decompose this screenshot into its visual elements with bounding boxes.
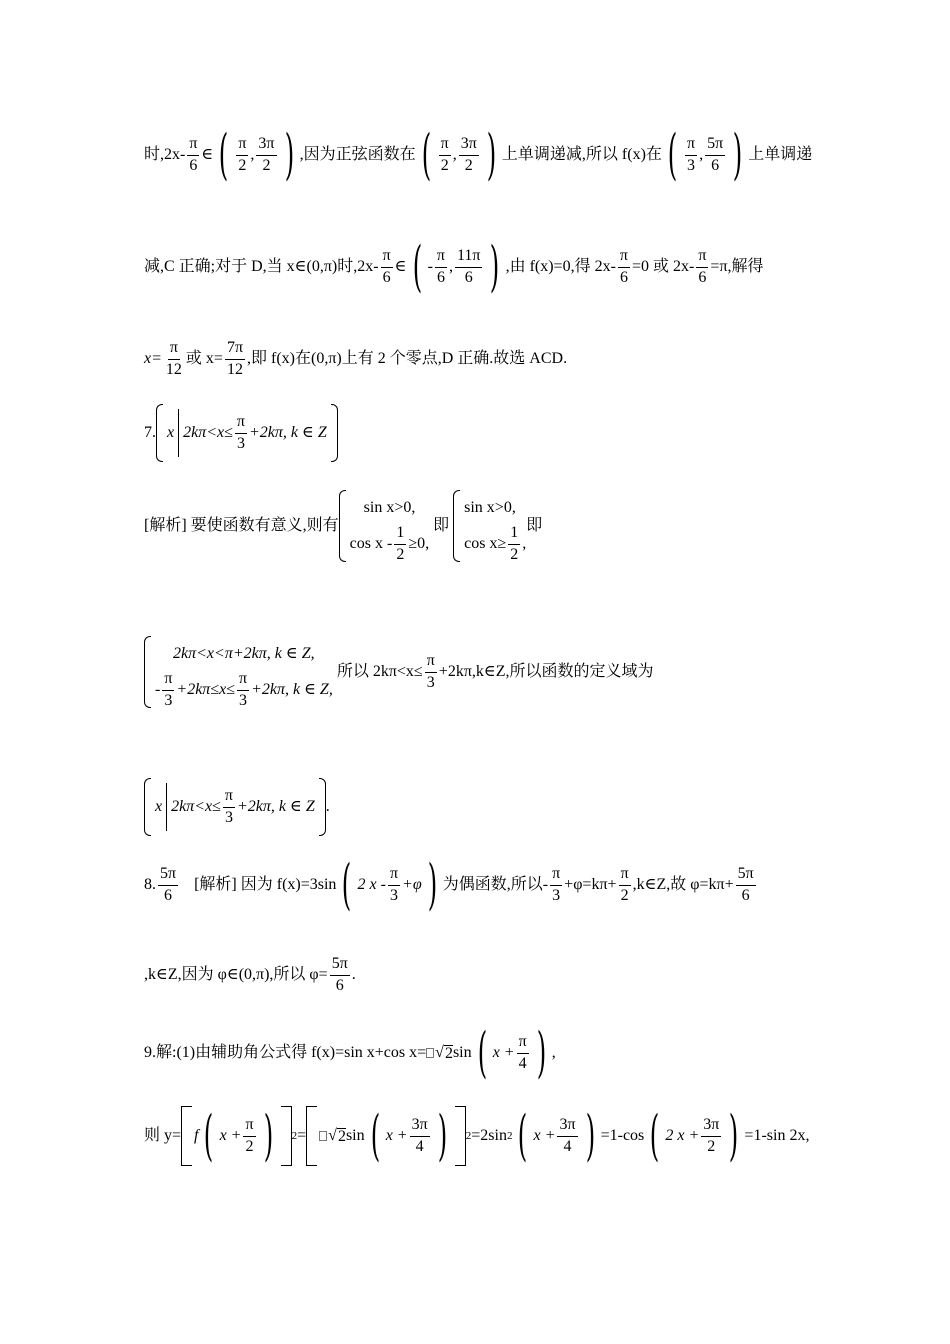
question-8-solution-b [144,956,356,995]
text: 为偶函数,所以- [442,876,549,893]
exponent: 2 [291,1129,298,1142]
left-paren: ( [370,1104,380,1167]
text: ,k∈Z,因为 φ∈(0,π),所以 φ= [144,966,328,984]
fraction: $\frac{\pi}{6}$ [619,246,628,286]
question-number: 8. [144,876,156,893]
text: 时,2x- [144,146,186,163]
right-paren: ) [427,853,437,916]
left-bracket [181,1106,192,1166]
fraction: $\frac{5\pi}{6}$ [707,134,724,174]
text: +2kπ,k∈Z,所以函数的定义域为 [438,663,654,680]
left-paren: ( [650,1104,660,1167]
question-7-solution-b [144,636,654,708]
left-paren: ( [204,1104,214,1167]
set-notation: x 2kπ<x≤ $\frac{\pi}{3}$ +2kπ, k ∈ Z [144,778,326,836]
text: x + [533,1127,556,1144]
left-paren: ( [667,123,678,186]
set-notation: x 2kπ<x≤ $\frac{\pi}{3}$ +2kπ, k ∈ Z [156,404,338,462]
period: . [325,798,330,815]
text: ,因为正弦函数在 [299,146,416,163]
fraction: $\frac{3\pi}{4}$ [559,1115,576,1155]
right-paren: ) [486,123,497,186]
question-9-solution [144,1021,556,1084]
fraction: $\frac{\pi}{2}$ [238,134,247,174]
solution-line-2: 减,C 正确;对于 D,当 x∈(0,π)时,2x- $\frac{\pi}{6}$ ∈ ( - $\frac{\pi}{6}$ , $\frac{11\pi}{6}$ ) ,由 f(x)=0,得 2x- $\frac{\pi}{6}$ =0 或 2x- $\frac{\pi}{6}$ =π,解得 [144,235,764,298]
fraction: $\frac{\pi}{6}$ [382,246,391,286]
left-paren: ( [219,123,229,186]
question-number: 7. [144,424,156,441]
left-paren: ( [342,853,352,916]
text: =0 或 2x- [631,258,695,275]
text: ,k∈Z,故 φ=kπ+ [632,876,734,893]
left-paren: ( [412,235,422,298]
fraction: $\frac{5\pi}{6}$ [737,864,754,904]
text: x + [492,1044,515,1061]
text: +φ=kπ+ [564,876,617,893]
element-of: ∈ [394,258,407,275]
fraction: $\frac{\pi}{2}$ [245,1115,254,1155]
text: x + [219,1127,242,1144]
left-bracket [306,1106,317,1166]
text: 即 [433,517,450,534]
text: x= [144,350,162,368]
minus: - [427,258,433,275]
text: f [194,1127,199,1144]
question-9-solution-b [144,1106,809,1166]
text: 9.解:(1)由辅助角公式得 f(x)=sin x+cos x= [144,1044,427,1061]
system-3: 2kπ<x<π+2kπ, k ∈ Z, - $\frac{\pi}{3}$ +2kπ≤x≤ $\frac{\pi}{3}$ +2kπ, k ∈ Z, [144,636,333,708]
comma: , [551,1044,556,1061]
text: 2 x - [357,876,386,893]
solution-line-1: 时,2x- $\frac{\pi}{6}$ ∈ ( $\frac{\pi}{2}$ , $\frac{3\pi}{2}$ ) ,因为正弦函数在 ( $\frac{\pi}{2}$ , $\frac{3\pi}{2}$ ) 上单调递减,所以 f(x)在 ( $\frac{\pi}{3}$ , $\frac{5\pi}{6}$ ) 上单调递 [144,123,813,186]
fraction: $\frac{\pi}{4}$ [518,1032,527,1072]
text: 减,C 正确;对于 D,当 x∈(0,π)时,2x- [144,258,379,275]
fraction: $\frac{11\pi}{6}$ [457,246,481,286]
right-paren: ) [437,1104,447,1167]
fraction: $\frac{\pi}{2}$ [440,134,449,174]
right-paren: ) [729,1104,739,1167]
fraction: $\frac{\pi}{12}$ [165,339,182,378]
fraction: $\frac{\pi}{3}$ [552,864,561,904]
text: 则 y= [144,1127,182,1144]
text: 上单调递减,所以 f(x)在 [501,146,662,163]
right-paren: ) [585,1104,595,1167]
fraction-pi-over-6: $\frac{\pi}{6}$ [189,134,198,174]
right-paren: ) [732,123,743,186]
question-8-solution [144,853,758,916]
fraction: $\frac{3\pi}{4}$ [411,1115,428,1155]
text: 所以 2kπ<x≤ [336,663,423,680]
fraction: $\frac{\pi}{3}$ [426,651,435,691]
fraction: $\frac{\pi}{6}$ [436,246,445,286]
text: 上单调递 [748,146,813,163]
text: ,即 f(x)在(0,π)上有 2 个零点,D 正确.故选 ACD. [247,350,568,368]
sqrt-2: √ 2 [319,1128,346,1145]
right-paren: ) [536,1021,546,1084]
text: ,由 f(x)=0,得 2x- [505,258,616,275]
left-paren: ( [518,1104,528,1167]
text: =2sin [471,1127,507,1144]
question-7-solution-c [144,778,330,836]
right-bracket [281,1106,292,1166]
text: sin [452,1044,472,1061]
fraction: $\frac{3\pi}{2}$ [703,1115,720,1155]
text: 或 x= [185,350,223,368]
period: . [351,966,356,984]
sqrt-2: √ 2 [426,1045,453,1062]
text: =π,解得 [710,258,764,275]
fraction: $\frac{\pi}{6}$ [698,246,707,286]
fraction: $\frac{5\pi}{6}$ [160,864,177,904]
text: [解析] 因为 f(x)=3sin [194,876,337,893]
text: 即 [526,517,543,534]
exponent: 2 [465,1129,472,1142]
fraction: $\frac{3\pi}{2}$ [460,134,477,174]
solution-line-3 [144,340,567,379]
equals: = [297,1127,307,1144]
text: [解析] 要使函数有意义,则有 [144,517,339,534]
left-paren: ( [477,1021,487,1084]
text: sin [345,1127,365,1144]
question-7-solution-a [144,490,542,562]
element-of: ∈ [201,146,214,163]
exponent: 2 [506,1129,513,1142]
left-paren: ( [421,123,431,186]
fraction: $\frac{\pi}{3}$ [686,134,696,174]
fraction: $\frac{5\pi}{6}$ [331,955,348,994]
system-1: sin x>0, cos x - $\frac{1}{2}$ ≥0, [339,490,429,562]
text: 2 x + [665,1127,700,1144]
system-2: sin x>0, cos x≥ $\frac{1}{2}$ , [453,490,526,562]
fraction: $\frac{\pi}{3}$ [389,864,399,904]
right-paren: ) [263,1104,273,1167]
fraction: $\frac{7\pi}{12}$ [226,339,244,378]
text: =1-sin 2x, [744,1127,810,1144]
text: +φ [402,876,422,893]
text: =1-cos [600,1127,645,1144]
fraction: $\frac{3\pi}{2}$ [258,134,275,174]
right-bracket [455,1106,466,1166]
right-paren: ) [490,235,500,298]
fraction: $\frac{\pi}{2}$ [620,864,629,904]
right-paren: ) [284,123,294,186]
question-7-answer [144,404,338,462]
text: x + [385,1127,408,1144]
